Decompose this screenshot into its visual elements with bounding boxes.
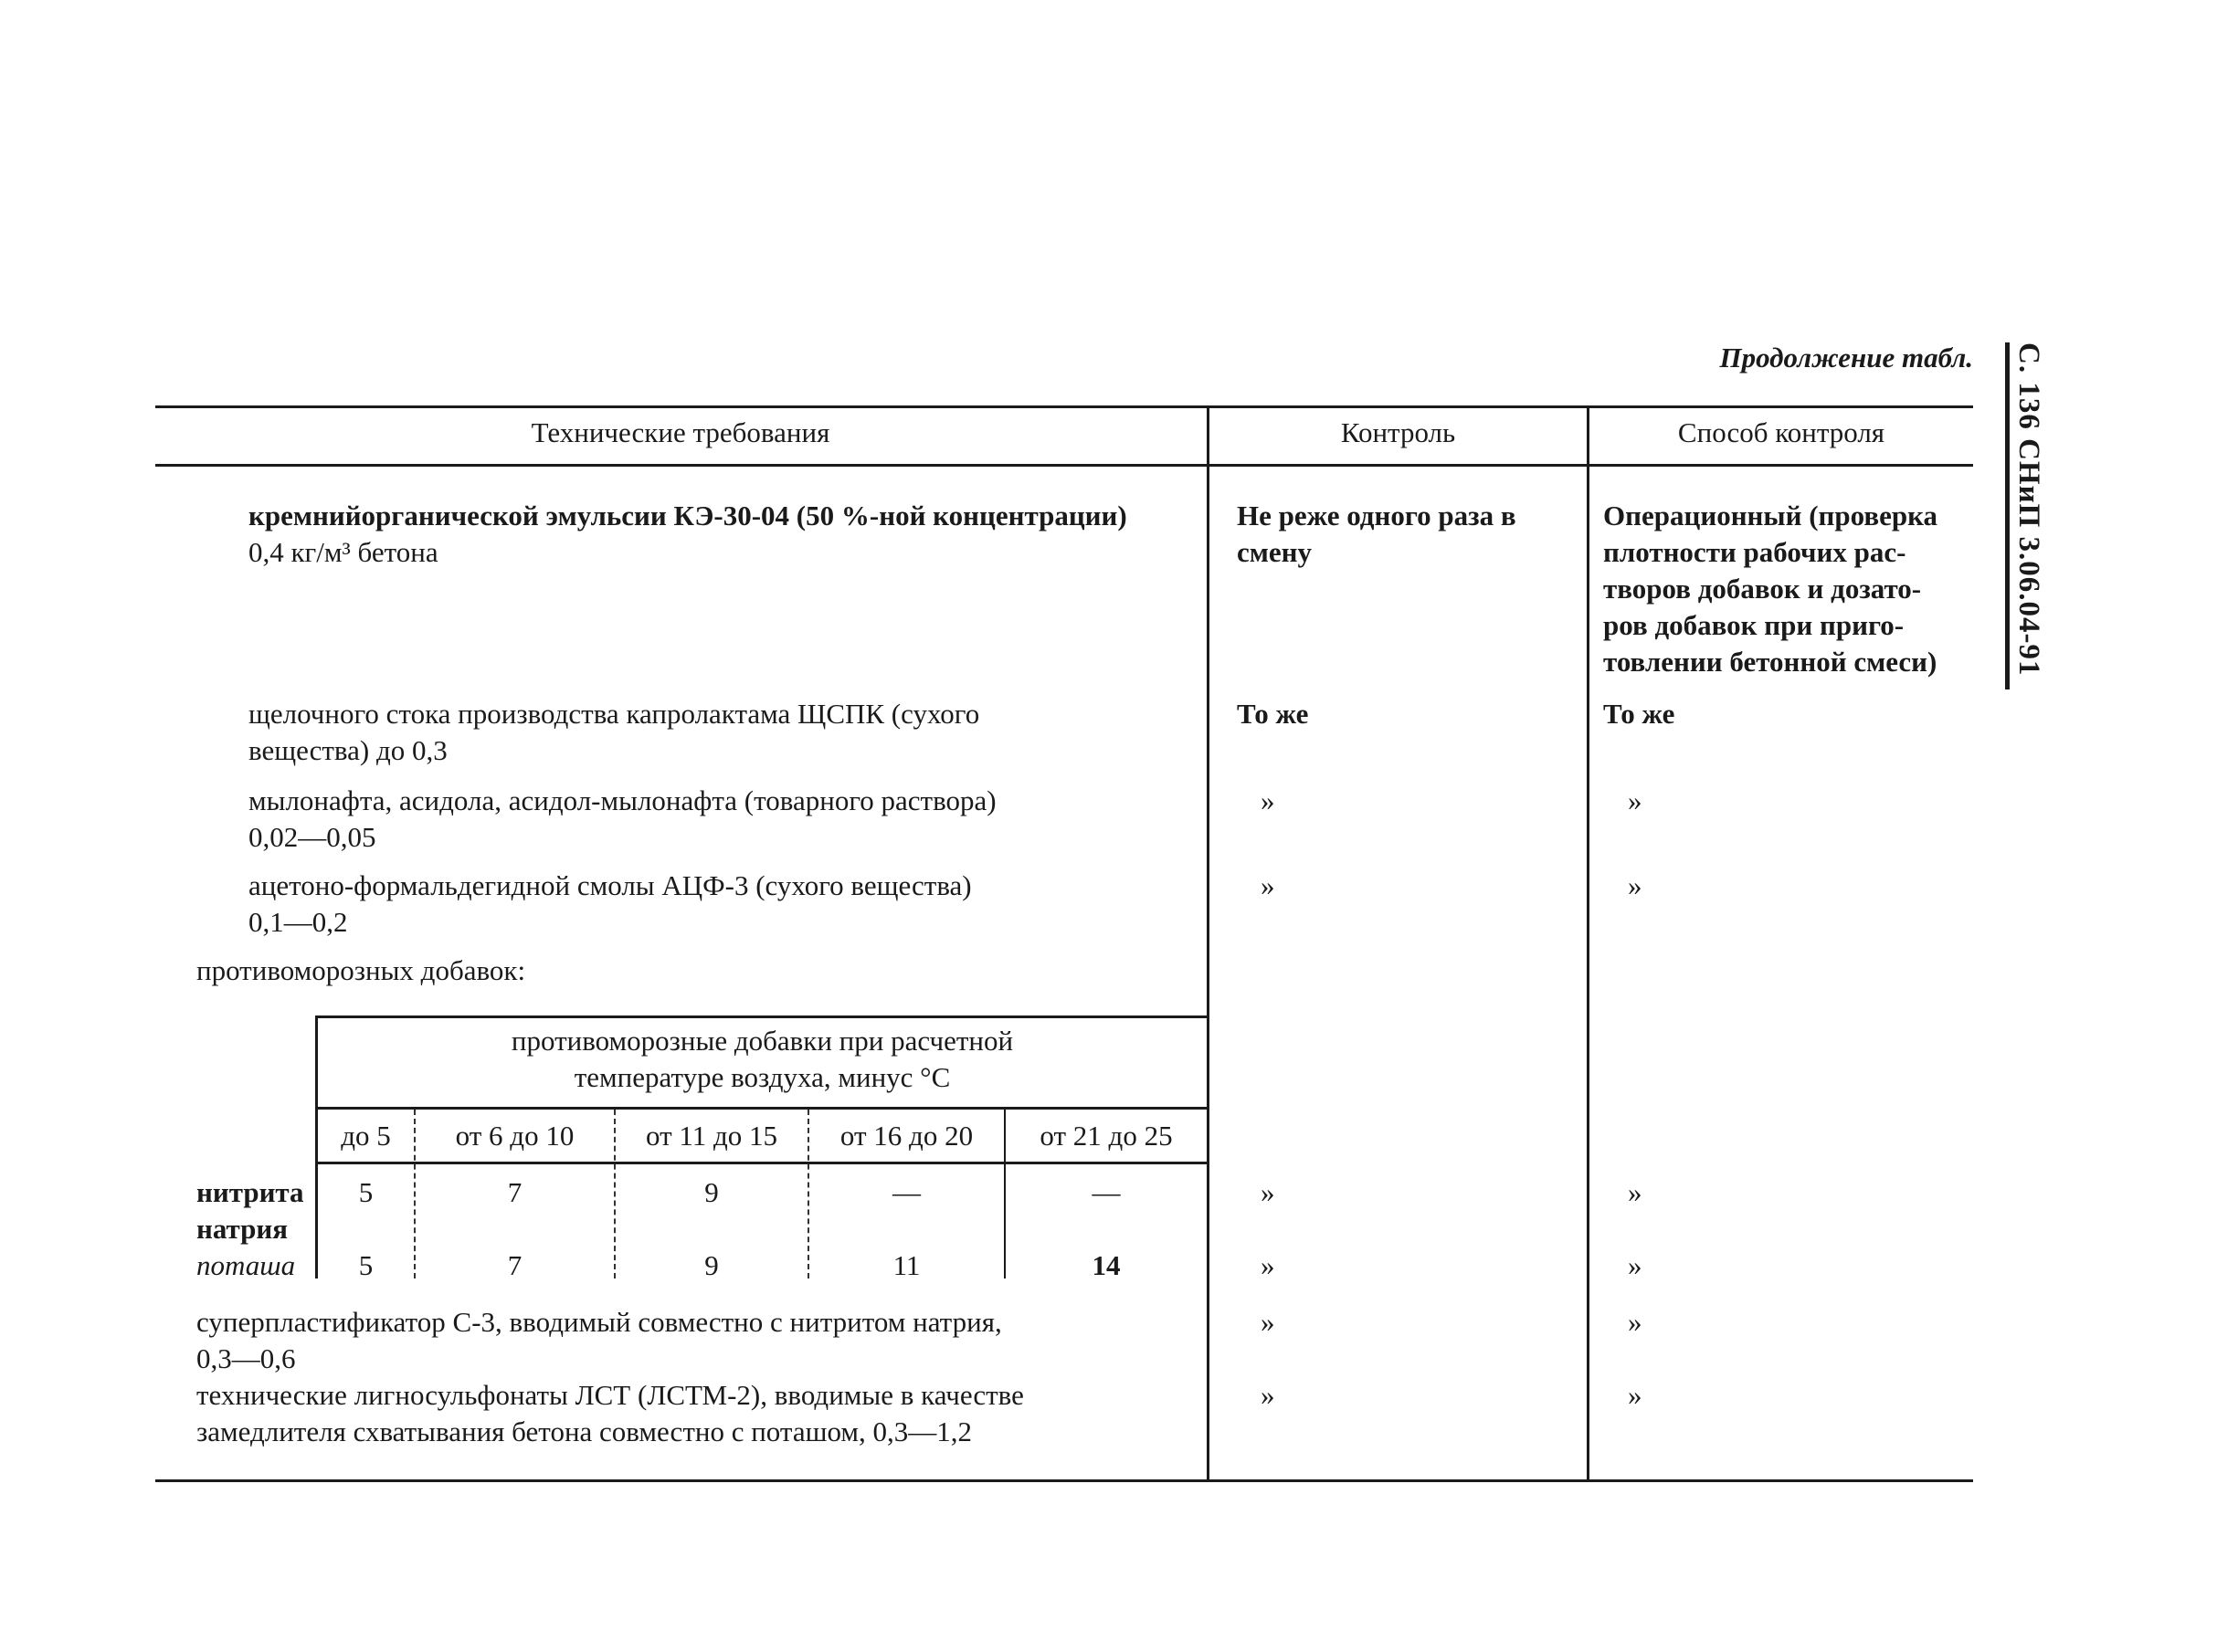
row3-method: » (1628, 784, 1642, 816)
lignosulfonates-line1: технические лигносульфонаты ЛСТ (ЛСТМ-2), вводимые в качестве (196, 1379, 1024, 1411)
lignosulfonates-line2: замедлителя схватывания бетона совместно с поташом, 0,3—1,2 (196, 1415, 972, 1447)
potash-label: поташа (196, 1249, 296, 1281)
row1-method-line4: ров добавок при приго- (1603, 609, 1905, 641)
nitrite-label-line1: нитрита (196, 1176, 304, 1208)
row3-control: » (1261, 784, 1275, 816)
row4-control: » (1261, 869, 1275, 901)
col-header-11-15: от 11 до 15 (645, 1120, 777, 1152)
col-header-16-20: от 16 до 20 (839, 1120, 974, 1152)
continuation-note: Продолжение табл. (1719, 342, 1973, 374)
col-header-6-10: от 6 до 10 (455, 1120, 575, 1152)
col-header-up-to-5: до 5 (341, 1120, 391, 1152)
nitrite-value-2: 7 (507, 1176, 523, 1208)
table-top-rule (155, 405, 1973, 408)
row1-control-line1: Не реже одного раза в (1237, 500, 1516, 531)
superplasticizer-line1: суперпластификатор С-3, вводимый совместно с нитритом натрия, (196, 1306, 1002, 1338)
nitrite-value-3: 9 (704, 1176, 719, 1208)
row1-method-line3: творов добавок и дозато- (1603, 573, 1922, 605)
header-requirements: Технические требования (531, 416, 830, 448)
header-control: Контроль (1340, 416, 1456, 448)
table-bottom-rule (155, 1479, 1973, 1482)
side-label-bar (2005, 342, 2010, 689)
potash-method: » (1628, 1249, 1642, 1281)
row1-req-line1: кремнийорганической эмульсии КЭ-30-04 (50 %-ной концентрации) (248, 500, 1127, 531)
side-label: С. 136 СНиП 3.06.04-91 (2012, 342, 2045, 677)
nitrite-value-4: — (892, 1176, 921, 1208)
potash-value-1: 5 (358, 1249, 374, 1281)
inner-columns-rule (315, 1162, 1207, 1164)
nitrite-value-1: 5 (358, 1176, 374, 1208)
inner-header-line2: температуре воздуха, минус °С (574, 1061, 951, 1093)
row2-req-line2: вещества) до 0,3 (248, 734, 448, 766)
nitrite-control: » (1261, 1176, 1275, 1208)
row1-req-line2: 0,4 кг/м³ бетона (248, 536, 438, 568)
antifreeze-title: противоморозных добавок: (196, 954, 526, 986)
potash-control: » (1261, 1249, 1275, 1281)
inner-table-top-rule (315, 1015, 1207, 1018)
inner-header-rule (315, 1107, 1207, 1110)
row1-method-line1: Операционный (проверка (1603, 500, 1938, 531)
superplasticizer-method: » (1628, 1306, 1642, 1338)
row2-control: То же (1237, 698, 1309, 730)
superplasticizer-line2: 0,3—0,6 (196, 1342, 296, 1374)
inner-header-line1: противоморозные добавки при расчетной (511, 1025, 1014, 1057)
col-header-21-25: от 21 до 25 (1040, 1120, 1173, 1152)
nitrite-value-5: — (1092, 1176, 1121, 1208)
row3-req-line2: 0,02—0,05 (248, 821, 376, 853)
lignosulfonates-method: » (1628, 1379, 1642, 1411)
header-method: Способ контроля (1677, 416, 1885, 448)
row2-req-line1: щелочного стока производства капролактама ЩСПК (сухого (248, 698, 980, 730)
row1-control-line2: смену (1237, 536, 1312, 568)
row4-req-line2: 0,1—0,2 (248, 906, 348, 938)
row2-method: То же (1603, 698, 1675, 730)
row4-method: » (1628, 869, 1642, 901)
column-divider-1 (1207, 405, 1209, 1481)
superplasticizer-control: » (1261, 1306, 1275, 1338)
potash-value-4: 11 (892, 1249, 921, 1281)
row3-req-line1: мылонафта, асидола, асидол-мылонафта (товарного раствора) (248, 784, 997, 816)
nitrite-method: » (1628, 1176, 1642, 1208)
lignosulfonates-control: » (1261, 1379, 1275, 1411)
potash-value-5: 14 (1092, 1249, 1121, 1281)
row1-method-line2: плотности рабочих рас- (1603, 536, 1906, 568)
table-header-rule (155, 464, 1973, 467)
potash-value-3: 9 (704, 1249, 719, 1281)
row4-req-line1: ацетоно-формальдегидной смолы АЦФ-3 (сухого вещества) (248, 869, 972, 901)
row1-method-line5: товлении бетонной смеси) (1603, 646, 1937, 678)
potash-value-2: 7 (507, 1249, 523, 1281)
nitrite-label-line2: натрия (196, 1213, 289, 1245)
column-divider-2 (1587, 405, 1589, 1481)
